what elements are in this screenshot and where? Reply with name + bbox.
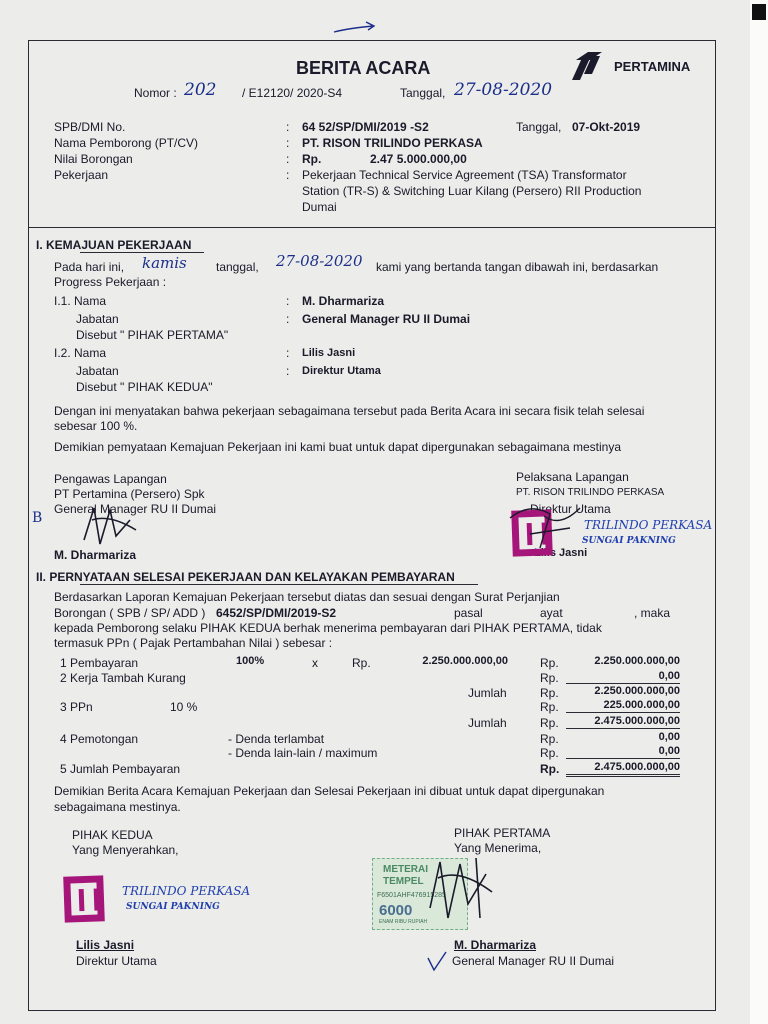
jumlah1-label: Jumlah xyxy=(468,686,507,700)
row2-rp: Rp. xyxy=(540,671,559,685)
row2-amount: 0,00 xyxy=(566,669,680,684)
company-stamp-2-sub: SUNGAI PAKNING xyxy=(126,902,220,912)
row4-sub2-amount: 0,00 xyxy=(566,744,680,759)
section2-right-sig-line1: PIHAK PERTAMA xyxy=(454,826,551,840)
section2-para-line1: Berdasarkan Laporan Kemajuan Pekerjaan tersebut diatas dan sesuai dengan Surat Perjanjian xyxy=(54,590,560,604)
row3-rp: Rp. xyxy=(540,700,559,714)
row1-label: 1 Pembayaran xyxy=(60,656,139,670)
meterai-line1: METERAI xyxy=(383,864,428,875)
party1-label-jabatan: Jabatan xyxy=(76,312,119,326)
party2-sep-jabatan: : xyxy=(286,364,290,378)
section1-closing: Demikian pemyataan Kemajuan Pekerjaan ini kami buat untuk dapat dipergunakan sebagaimana mestinya xyxy=(54,440,622,454)
info-label-pekerjaan: Pekerjaan xyxy=(54,168,109,182)
party1-label-nama: I.1. Nama xyxy=(54,294,107,308)
section2-closing-line1: Demikian Berita Acara Kemajuan Pekerjaan dan Selesai Pekerjaan ini dibuat untuk dapat dipergunakan xyxy=(54,784,605,798)
section2-right-title: General Manager RU II Dumai xyxy=(452,954,615,968)
section2-left-sig-line2: Yang Menyerahkan, xyxy=(72,843,179,857)
tanggal-label: Tanggal, xyxy=(400,86,446,100)
section1-statement-line1: Dengan ini menyatakan bahwa pekerjaan sebagaimana tersebut pada Berita Acara ini secara fisik telah selesai xyxy=(54,404,645,418)
party1-title: General Manager RU II Dumai xyxy=(302,312,471,326)
party1-name: M. Dharmariza xyxy=(302,294,385,308)
party2-title: Direktur Utama xyxy=(302,365,381,377)
info-sep-nilai: : xyxy=(286,152,290,166)
section2-para-line2a: Borongan ( SPB / SP/ ADD ) xyxy=(54,606,206,620)
section2-right-sig-line2: Yang Menerima, xyxy=(454,841,542,855)
nomor-label: Nomor : xyxy=(134,86,177,100)
info-value-spb: 64 52/SP/DMI/2019 -S2 xyxy=(302,120,429,134)
document-title: BERITA ACARA xyxy=(296,58,431,78)
company-stamp-1-text: TRILINDO PERKASA xyxy=(584,518,713,532)
section1-intro-b: tanggal, xyxy=(216,260,259,274)
row3-label: 3 PPn xyxy=(60,700,93,714)
nomor-handwritten: 202 xyxy=(184,80,217,100)
row3-amount: 225.000.000,00 xyxy=(566,698,680,713)
party2-name: Lilis Jasni xyxy=(302,347,356,359)
section2-right-name: M. Dharmariza xyxy=(454,938,537,952)
section2-left-name: Lilis Jasni xyxy=(76,938,135,952)
info-value-nilai: 2.47 5.000.000,00 xyxy=(370,152,467,166)
party2-sep-nama: : xyxy=(286,346,290,360)
pertamina-logo xyxy=(566,50,706,82)
company-stamp-2-text: TRILINDO PERKASA xyxy=(122,884,251,898)
section1-left-sig-line3: General Manager RU II Dumai xyxy=(54,502,217,516)
info-sep-pemborong: : xyxy=(286,136,290,150)
row4-sub1-rp: Rp. xyxy=(540,732,559,746)
info-date-value: 07-Okt-2019 xyxy=(572,120,641,134)
section1-right-name: Lilis Jasni xyxy=(534,547,588,559)
jumlah2-label: Jumlah xyxy=(468,716,507,730)
section2-spb-number: 6452/SP/DMI/2019-S2 xyxy=(216,606,337,620)
meterai-words: ENAM RIBU RUPIAH xyxy=(379,919,428,925)
row5-label: 5 Jumlah Pembayaran xyxy=(60,762,181,776)
party2-disebut: Disebut " PIHAK KEDUA" xyxy=(76,380,213,394)
section2-title: II. PERNYATAAN SELESAI PEKERJAAN DAN KELAYAKAN PEMBAYARAN xyxy=(36,570,455,584)
row2-label: 2 Kerja Tambah Kurang xyxy=(60,671,186,685)
meterai-line2: TEMPEL xyxy=(383,876,424,887)
margin-mark: B xyxy=(32,510,43,526)
row5-rp: Rp. xyxy=(540,762,560,776)
info-value-pekerjaan-line1: Pekerjaan Technical Service Agreement (TSA) Transformator xyxy=(302,168,627,182)
section1-day-handwritten: kamis xyxy=(142,254,187,272)
info-label-nilai: Nilai Borongan xyxy=(54,152,133,166)
section1-intro-d: Progress Pekerjaan : xyxy=(54,275,167,289)
section2-left-title: Direktur Utama xyxy=(76,954,157,968)
company-stamp-1-sub: SUNGAI PAKNING xyxy=(582,536,676,546)
pen-check-mark xyxy=(424,948,452,976)
section2-pasal: pasal xyxy=(454,606,483,620)
row1-rp-total: Rp. xyxy=(540,656,559,670)
row1-percent: 100% xyxy=(236,655,265,667)
info-value-pemborong: PT. RISON TRILINDO PERKASA xyxy=(302,136,483,150)
jumlah1-rp: Rp. xyxy=(540,686,559,700)
section1-intro-c: kami yang bertanda tangan dibawah ini, berdasarkan xyxy=(376,260,659,274)
row1-amount: 2.250.000.000,00 xyxy=(594,655,680,667)
info-label-spb: SPB/DMI No. xyxy=(54,120,126,134)
info-date-label: Tanggal, xyxy=(516,120,562,134)
info-value-pekerjaan-line3: Dumai xyxy=(302,200,337,214)
section2-closing-line2: sebagaimana mestinya. xyxy=(54,800,181,814)
meterai-code: F6501AHF476915285 xyxy=(377,892,446,899)
jumlah2-rp: Rp. xyxy=(540,716,559,730)
row4-sub2: - Denda lain-lain / maximum xyxy=(228,746,378,760)
row1-rp: Rp. xyxy=(352,656,371,670)
signature-jasni-1 xyxy=(500,498,590,558)
row4-sub2-rp: Rp. xyxy=(540,746,559,760)
section2-left-sig-line1: PIHAK KEDUA xyxy=(72,828,153,842)
signature-dharmariza-1 xyxy=(70,500,150,550)
info-value-pekerjaan-line2: Station (TR-S) & Switching Luar Kilang (Persero) RII Production xyxy=(302,184,642,198)
info-sep-pekerjaan: : xyxy=(286,168,290,182)
section1-right-sig-line1: Pelaksana Lapangan xyxy=(516,470,629,484)
jumlah2-amount: 2.475.000.000,00 xyxy=(566,714,680,729)
section1-intro-a: Pada hari ini, xyxy=(54,260,125,274)
scan-mark xyxy=(752,4,766,20)
row4-label: 4 Pemotongan xyxy=(60,732,139,746)
row4-sub1-amount: 0,00 xyxy=(658,731,680,743)
tanggal-handwritten: 27-08-2020 xyxy=(454,80,553,100)
section1-left-sig-line2: PT Pertamina (Persero) Spk xyxy=(54,487,205,501)
party2-label-jabatan: Jabatan xyxy=(76,364,119,378)
party1-disebut: Disebut " PIHAK PERTAMA" xyxy=(76,328,229,342)
section1-title-underline xyxy=(80,252,204,253)
info-label-pemborong: Nama Pemborong (PT/CV) xyxy=(54,136,199,150)
section1-statement-line2: sebesar 100 %. xyxy=(54,419,138,433)
party1-sep-jabatan: : xyxy=(286,312,290,326)
pen-stroke xyxy=(330,18,380,38)
brand-name: PERTAMINA xyxy=(614,59,691,74)
section2-title-underline xyxy=(80,584,478,585)
section1-right-sig-line2: PT. RISON TRILINDO PERKASA xyxy=(516,487,665,498)
section2-para-line4: termasuk PPn ( Pajak Pertambahan Nilai ) sebesar : xyxy=(54,636,333,650)
company-stamp-2 xyxy=(63,875,105,922)
party1-sep-nama: : xyxy=(286,294,290,308)
info-sep-spb: : xyxy=(286,120,290,134)
section1-date-handwritten: 27-08-2020 xyxy=(276,252,363,270)
section1-left-sig-line1: Pengawas Lapangan xyxy=(54,472,167,486)
page-edge xyxy=(750,0,768,1024)
section1-title: I. KEMAJUAN PEKERJAAN xyxy=(36,238,192,252)
meterai-value: 6000 xyxy=(379,902,413,919)
section2-ayat: ayat xyxy=(540,606,563,620)
signature-dharmariza-2 xyxy=(420,848,500,928)
section1-right-sig-line3: Direktur Utama xyxy=(530,502,611,516)
row5-amount: 2.475.000.000,00 xyxy=(566,760,680,777)
jumlah1-amount: 2.250.000.000,00 xyxy=(594,685,680,697)
row4-sub1: - Denda terlambat xyxy=(228,732,325,746)
section2-maka: , maka xyxy=(634,606,671,620)
nomor-code: / E12120/ 2020-S4 xyxy=(242,86,343,100)
section2-para-line3: kepada Pemborong selaku PIHAK KEDUA berhak menerima pembayaran dari PIHAK PERTAMA, tidak xyxy=(54,621,602,635)
section1-left-name: M. Dharmariza xyxy=(54,548,137,562)
row1-base: 2.250.000.000,00 xyxy=(422,655,508,667)
row3-percent: 10 % xyxy=(170,700,198,714)
row1-times: x xyxy=(312,656,318,670)
info-rp-nilai: Rp. xyxy=(302,152,322,166)
party2-label-nama: I.2. Nama xyxy=(54,346,107,360)
pertamina-logo-icon xyxy=(566,50,606,82)
